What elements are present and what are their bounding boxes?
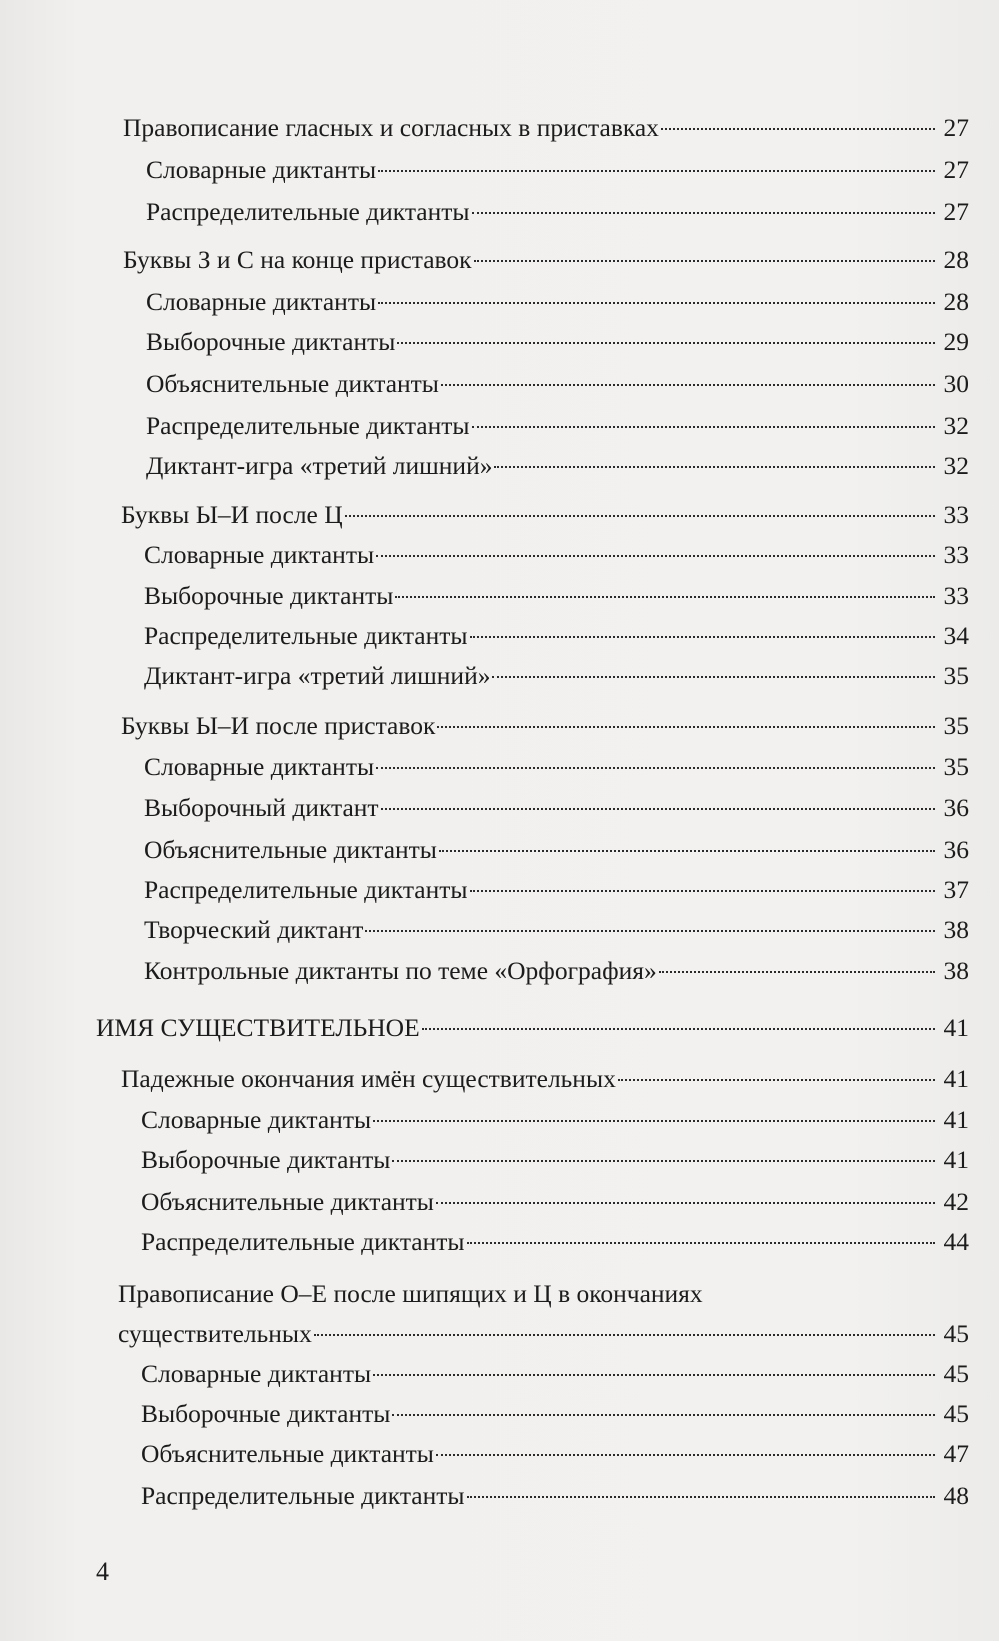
toc-entry [118,1318,969,1350]
toc-entry-title: Распределительные диктанты [146,411,470,440]
toc-entry-page: 45 [943,1359,969,1388]
toc-entry-title: Диктант-игра «третий лишний» [144,661,491,690]
toc-entry-title: Словарные диктанты [141,1105,372,1134]
dot-leader [378,170,935,172]
toc-entry [144,580,969,612]
toc-entry-title: Распределительные диктанты [144,875,468,904]
toc-entry-title: Буквы Ы–И после Ц [121,500,343,529]
dot-leader [467,1242,935,1244]
toc-entry-page: 41 [943,1013,969,1042]
toc-entry-page: 28 [943,287,969,316]
toc-section [96,1012,969,1044]
toc-entry [144,751,969,783]
toc-entry-page: 35 [943,711,969,740]
dot-leader [376,767,935,769]
toc-entry-title: Буквы Ы–И после приставок [121,711,436,740]
toc-entry [123,244,969,276]
toc-entry [146,196,969,228]
dot-leader [472,426,935,428]
dot-leader [373,1120,935,1122]
toc-entry-title: Выборочные диктанты [141,1145,391,1174]
dot-leader [392,1414,935,1416]
toc-entry [121,1063,969,1095]
dot-leader [470,890,935,892]
toc-entry [144,792,969,824]
dot-leader [314,1334,935,1336]
dot-leader [618,1079,935,1081]
toc-section-title: ИМЯ СУЩЕСТВИТЕЛЬНОЕ [96,1013,420,1042]
dot-leader [474,260,935,262]
toc-entry-page: 42 [943,1187,969,1216]
toc-entry-page: 41 [943,1064,969,1093]
toc-entry [141,1398,969,1430]
toc-entry-title: Буквы З и С на конце приставок [123,245,472,274]
toc-entry-title: Правописание гласных и согласных в приставках [123,113,659,142]
toc-entry-page: 27 [943,113,969,142]
toc-entry [144,620,969,652]
toc-entry-title-line1: Правописание О–Е после шипящих и Ц в окончаниях [118,1279,703,1308]
toc-entry-title: Объяснительные диктанты [144,835,437,864]
toc-entry-page: 29 [943,327,969,356]
toc-entry [144,874,969,906]
toc-entry-page: 35 [943,661,969,690]
toc-entry-title: Объяснительные диктанты [141,1439,434,1468]
toc-entry-title: Выборочные диктанты [144,581,394,610]
toc-entry-page: 38 [943,956,969,985]
toc-entry-title: Распределительные диктанты [141,1227,465,1256]
toc-entry [141,1480,969,1512]
toc-entry-page: 47 [943,1439,969,1468]
dot-leader [437,726,935,728]
toc-entry-page: 33 [943,581,969,610]
toc-entry-title: Словарные диктанты [144,540,375,569]
toc-entry-title: Словарные диктанты [144,752,375,781]
toc-entry-title: Выборочные диктанты [141,1399,391,1428]
toc-entry-title: Творческий диктант [144,915,364,944]
toc-entry-page: 27 [943,155,969,184]
toc-entry-title: Падежные окончания имён существительных [121,1064,616,1093]
toc-entry-page: 32 [943,451,969,480]
dot-leader [467,1496,935,1498]
dot-leader [392,1160,935,1162]
dot-leader [345,515,935,517]
toc-entry-page: 37 [943,875,969,904]
toc-entry [144,834,969,866]
toc-entry-page: 27 [943,197,969,226]
dot-leader [494,466,935,468]
toc-entry-page: 41 [943,1145,969,1174]
toc-entry [146,368,969,400]
dot-leader [395,596,935,598]
toc-entry-page: 38 [943,915,969,944]
dot-leader [441,384,935,386]
dot-leader [436,1202,935,1204]
toc-entry-title: Распределительные диктанты [144,621,468,650]
toc-entry [144,955,969,987]
dot-leader [381,808,935,810]
toc-entry [141,1186,969,1218]
toc-entry-page: 33 [943,500,969,529]
toc-entry [141,1104,969,1136]
toc-entry-page: 41 [943,1105,969,1134]
toc-entry [146,450,969,482]
toc-entry-title: Словарные диктанты [141,1359,372,1388]
toc-entry-page: 32 [943,411,969,440]
toc-entry-title: Распределительные диктанты [141,1481,465,1510]
toc-entry-page: 48 [943,1481,969,1510]
toc-entry [146,154,969,186]
toc-entry-page: 30 [943,369,969,398]
toc-entry-page: 36 [943,835,969,864]
toc-entry [146,326,969,358]
page-number: 4 [96,1557,109,1586]
toc-entry [121,499,969,531]
toc-entry-page: 45 [943,1319,969,1348]
dot-leader [439,850,935,852]
dot-leader [422,1028,935,1030]
toc-entry [144,539,969,571]
toc-entry-title: Объяснительные диктанты [146,369,439,398]
toc-entry [123,112,969,144]
dot-leader [378,302,935,304]
dot-leader [436,1454,935,1456]
toc-entry-page: 35 [943,752,969,781]
dot-leader [373,1374,935,1376]
toc-entry-title: Словарные диктанты [146,155,377,184]
toc-entry-title: Выборочные диктанты [146,327,396,356]
toc-entry-page: 44 [943,1227,969,1256]
toc-entry [146,286,969,318]
toc-entry [146,410,969,442]
toc-entry [141,1438,969,1470]
toc-entry [144,914,969,946]
toc-entry [141,1358,969,1390]
dot-leader [470,636,935,638]
dot-leader [472,212,935,214]
toc-entry-title: Выборочный диктант [144,793,379,822]
toc-entry [121,710,969,742]
dot-leader [659,971,935,973]
toc-entry-page: 28 [943,245,969,274]
toc-entry-title: Диктант-игра «третий лишний» [146,451,493,480]
toc-entry-title-line2: существительных [118,1319,312,1348]
dot-leader [661,128,935,130]
dot-leader [365,930,935,932]
dot-leader [397,342,935,344]
toc-entry-title: Распределительные диктанты [146,197,470,226]
toc-entry [141,1144,969,1176]
toc-entry-page: 36 [943,793,969,822]
toc-entry-title: Словарные диктанты [146,287,377,316]
toc-entry-title: Контрольные диктанты по теме «Орфография» [144,956,657,985]
toc-entry-page: 33 [943,540,969,569]
dot-leader [492,676,935,678]
toc-entry [141,1226,969,1258]
toc-entry-page: 34 [943,621,969,650]
toc-entry [144,660,969,692]
toc-entry-page: 45 [943,1399,969,1428]
toc-entry-title: Объяснительные диктанты [141,1187,434,1216]
dot-leader [376,555,935,557]
